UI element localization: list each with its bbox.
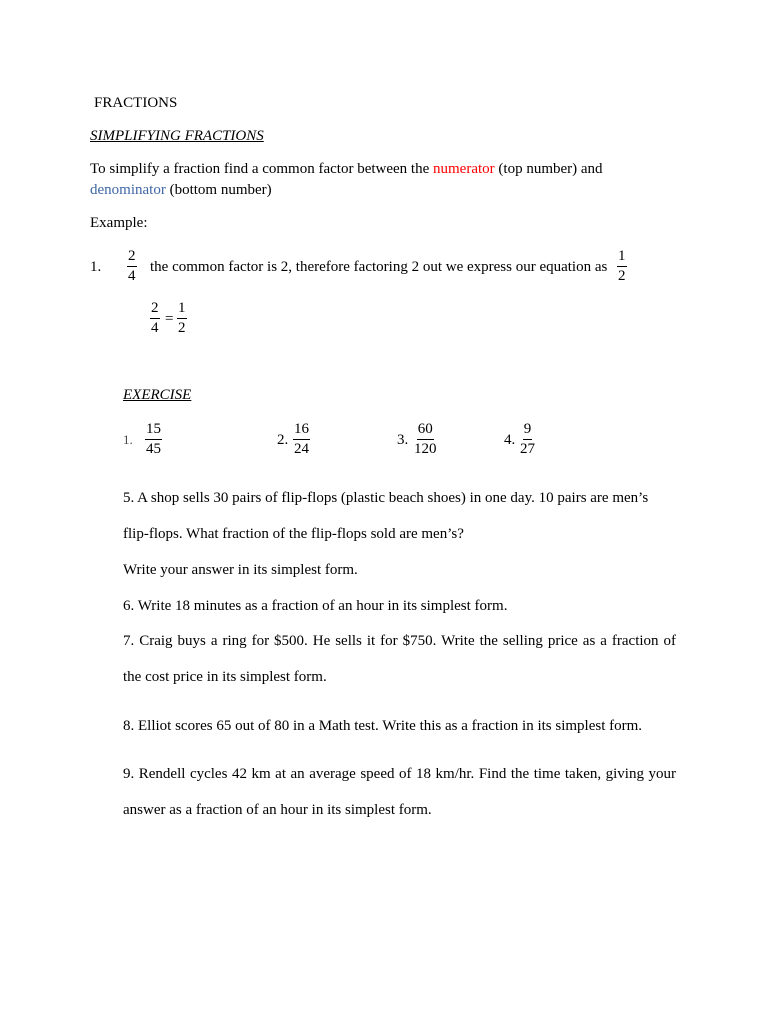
exercise-2-label: 2. bbox=[277, 432, 289, 448]
fraction-numerator: 2 bbox=[127, 248, 137, 267]
numerator-term: numerator bbox=[433, 161, 495, 177]
question-9-line-1: 9. Rendell cycles 42 km at an average speed of 18 km/hr. Find the time taken, giving your bbox=[123, 766, 676, 782]
exercise-heading: EXERCISE bbox=[123, 387, 192, 403]
question-6: 6. Write 18 minutes as a fraction of an hour in its simplest form. bbox=[123, 598, 508, 614]
intro-text-after: (bottom number) bbox=[165, 182, 272, 198]
fraction-denominator: 27 bbox=[520, 441, 535, 457]
example-explanation: the common factor is 2, therefore factoring 2 out we express our equation as bbox=[150, 259, 608, 275]
intro-line-1 bbox=[90, 160, 603, 178]
fraction-denominator: 4 bbox=[128, 268, 136, 284]
example-fraction bbox=[127, 248, 137, 285]
page-title: FRACTIONS bbox=[94, 95, 178, 111]
intro-text-before: To simplify a fraction find a common factor between the bbox=[90, 161, 434, 177]
fraction-numerator: 1 bbox=[617, 248, 627, 267]
fraction-numerator: 1 bbox=[177, 300, 187, 319]
fraction-denominator: 2 bbox=[178, 320, 186, 336]
fraction-numerator: 15 bbox=[145, 421, 162, 440]
example-number: 1. bbox=[90, 259, 102, 275]
fraction-denominator: 45 bbox=[146, 441, 161, 457]
question-5-line-2: flip-flops. What fraction of the flip-flops sold are men’s? bbox=[123, 526, 464, 542]
fraction-numerator: 2 bbox=[150, 300, 160, 319]
exercise-2-fraction bbox=[293, 421, 310, 458]
intro-text-middle: (top number) and bbox=[494, 161, 603, 177]
question-7-line-2: the cost price in its simplest form. bbox=[123, 669, 327, 685]
fraction-numerator: 9 bbox=[523, 421, 533, 440]
section-heading: SIMPLIFYING FRACTIONS bbox=[90, 128, 264, 144]
exercise-4-fraction bbox=[520, 421, 535, 458]
equation-left-fraction bbox=[150, 300, 160, 337]
equation-right-fraction bbox=[177, 300, 187, 337]
denominator-term: denominator bbox=[90, 182, 166, 198]
example-result-fraction bbox=[617, 248, 627, 285]
fraction-denominator: 24 bbox=[294, 441, 309, 457]
fraction-numerator: 60 bbox=[417, 421, 434, 440]
question-7-line-1: 7. Craig buys a ring for $500. He sells it for $750. Write the selling price as a fraction of bbox=[123, 633, 676, 649]
exercise-3-fraction bbox=[414, 421, 437, 458]
question-5-line-3: Write your answer in its simplest form. bbox=[123, 562, 358, 578]
fraction-denominator: 4 bbox=[151, 320, 159, 336]
question-9-line-2: answer as a fraction of an hour in its simplest form. bbox=[123, 802, 432, 818]
fraction-numerator: 16 bbox=[293, 421, 310, 440]
exercise-1-fraction bbox=[145, 421, 162, 458]
exercise-4-label: 4. bbox=[504, 432, 516, 448]
fraction-denominator: 2 bbox=[618, 268, 626, 284]
example-label: Example: bbox=[90, 215, 148, 231]
equals-sign: = bbox=[165, 311, 174, 327]
question-8: 8. Elliot scores 65 out of 80 in a Math test. Write this as a fraction in its simplest form. bbox=[123, 718, 643, 734]
exercise-1-label: 1. bbox=[123, 432, 133, 447]
fraction-denominator: 120 bbox=[414, 441, 437, 457]
question-5-line-1: 5. A shop sells 30 pairs of flip-flops (plastic beach shoes) in one day. 10 pairs are men’s bbox=[123, 490, 649, 506]
intro-line-2 bbox=[90, 181, 272, 199]
exercise-3-label: 3. bbox=[397, 432, 409, 448]
